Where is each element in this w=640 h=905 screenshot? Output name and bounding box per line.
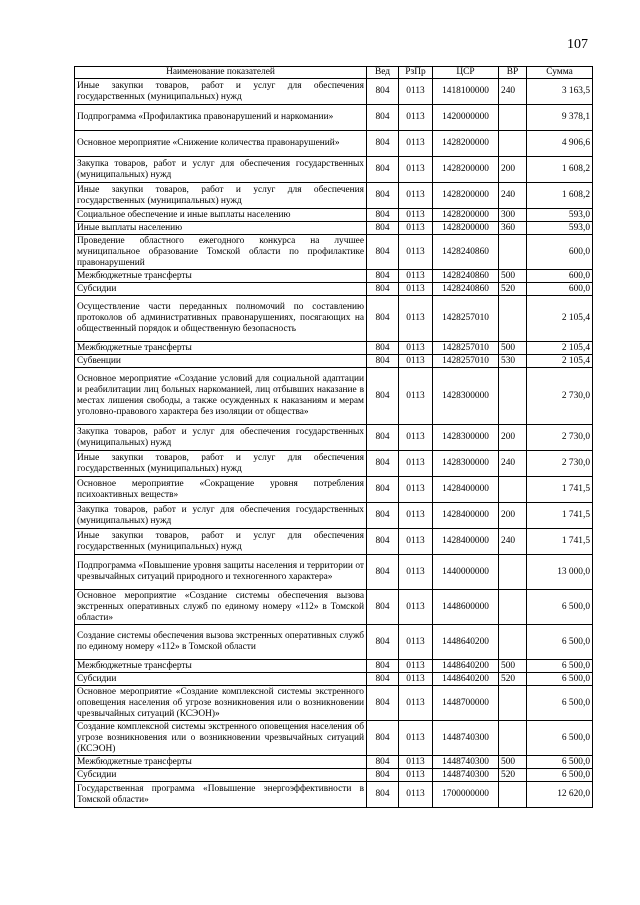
row-name: Межбюджетные трансферты (75, 342, 367, 355)
row-ved: 804 (367, 222, 399, 235)
row-sum: 4 906,6 (527, 131, 593, 157)
row-sum: 12 620,0 (527, 782, 593, 808)
row-vr (499, 296, 527, 342)
header-name: Наименование показателей (75, 67, 367, 79)
row-vr: 500 (499, 756, 527, 769)
row-ved: 804 (367, 451, 399, 477)
table-row (75, 368, 593, 425)
row-rzpr: 0113 (399, 222, 433, 235)
row-name: Подпрограмма «Профилактика правонарушений и наркомании» (75, 105, 367, 131)
row-csr: 1428300000 (433, 451, 499, 477)
row-vr (499, 235, 527, 270)
row-csr: 1428400000 (433, 529, 499, 555)
row-rzpr: 0113 (399, 368, 433, 425)
row-name: Закупка товаров, работ и услуг для обеспечения государственных (муниципальных) нужд (75, 157, 367, 183)
row-name: Основное мероприятие «Создание комплексной системы экстренного оповещения населения об угрозе возникновения или о возникновении чрезвычайных ситуаций (КСЭОН)» (75, 686, 367, 721)
row-vr (499, 625, 527, 660)
row-csr: 1428200000 (433, 222, 499, 235)
row-csr: 1448740300 (433, 769, 499, 782)
row-sum: 3 163,5 (527, 79, 593, 105)
row-sum: 1 608,2 (527, 183, 593, 209)
row-sum: 2 730,0 (527, 368, 593, 425)
row-vr: 360 (499, 222, 527, 235)
row-rzpr: 0113 (399, 131, 433, 157)
row-sum: 1 608,2 (527, 157, 593, 183)
row-name: Субсидии (75, 283, 367, 296)
row-rzpr: 0113 (399, 721, 433, 756)
row-sum: 1 741,5 (527, 529, 593, 555)
table-header-row (75, 67, 593, 79)
row-rzpr: 0113 (399, 451, 433, 477)
row-name: Основное мероприятие «Создание условий для социальной адаптации и реабилитации лиц больных наркоманией, лиц отбывших наказание в местах лишения свободы, а также осужденных к наказаниям и мерам уголовно-правового характера без изоляции от общества» (75, 368, 367, 425)
row-csr: 1428240860 (433, 283, 499, 296)
row-rzpr: 0113 (399, 529, 433, 555)
row-ved: 804 (367, 183, 399, 209)
row-name: Создание комплексной системы экстренного оповещения населения об угрозе возникновения или о возникновении чрезвычайных ситуаций (КСЭОН) (75, 721, 367, 756)
table-row (75, 769, 593, 782)
row-rzpr: 0113 (399, 425, 433, 451)
row-ved: 804 (367, 686, 399, 721)
table-row (75, 673, 593, 686)
row-vr (499, 686, 527, 721)
row-rzpr: 0113 (399, 355, 433, 368)
row-csr: 1428200000 (433, 183, 499, 209)
row-ved: 804 (367, 296, 399, 342)
table-row (75, 503, 593, 529)
row-name: Иные закупки товаров, работ и услуг для обеспечения государственных (муниципальных) нужд (75, 529, 367, 555)
row-csr: 1448640200 (433, 660, 499, 673)
row-sum: 1 741,5 (527, 503, 593, 529)
row-sum: 600,0 (527, 235, 593, 270)
row-ved: 804 (367, 105, 399, 131)
row-ved: 804 (367, 477, 399, 503)
row-sum: 13 000,0 (527, 555, 593, 590)
row-ved: 804 (367, 235, 399, 270)
row-rzpr: 0113 (399, 660, 433, 673)
row-csr: 1700000000 (433, 782, 499, 808)
row-vr: 200 (499, 503, 527, 529)
row-rzpr: 0113 (399, 270, 433, 283)
table-row (75, 157, 593, 183)
table-row (75, 105, 593, 131)
row-vr: 500 (499, 342, 527, 355)
row-vr: 520 (499, 673, 527, 686)
row-name: Проведение областного ежегодного конкурса на лучшее муниципальное образование Томской области по профилактике правонарушений (75, 235, 367, 270)
row-csr: 1428400000 (433, 477, 499, 503)
header-sum: Сумма (527, 67, 593, 79)
row-sum: 2 105,4 (527, 296, 593, 342)
table-row (75, 451, 593, 477)
row-csr: 1440000000 (433, 555, 499, 590)
row-ved: 804 (367, 368, 399, 425)
row-csr: 1428257010 (433, 296, 499, 342)
row-ved: 804 (367, 355, 399, 368)
table-row (75, 660, 593, 673)
table-row (75, 529, 593, 555)
row-name: Иные закупки товаров, работ и услуг для обеспечения государственных (муниципальных) нужд (75, 79, 367, 105)
row-csr: 1428200000 (433, 131, 499, 157)
row-name: Межбюджетные трансферты (75, 270, 367, 283)
row-vr (499, 368, 527, 425)
header-vr: ВР (499, 67, 527, 79)
table-row (75, 625, 593, 660)
row-sum: 6 500,0 (527, 590, 593, 625)
row-csr: 1420000000 (433, 105, 499, 131)
row-rzpr: 0113 (399, 686, 433, 721)
row-rzpr: 0113 (399, 183, 433, 209)
row-vr: 300 (499, 209, 527, 222)
row-ved: 804 (367, 157, 399, 183)
row-ved: 804 (367, 79, 399, 105)
row-rzpr: 0113 (399, 209, 433, 222)
header-csr: ЦСР (433, 67, 499, 79)
row-name: Создание системы обеспечения вызова экстренных оперативных служб по единому номеру «112» в Томской области (75, 625, 367, 660)
row-vr (499, 131, 527, 157)
table-row (75, 296, 593, 342)
table-row (75, 183, 593, 209)
table-row (75, 283, 593, 296)
row-sum: 2 730,0 (527, 451, 593, 477)
row-csr: 1448640200 (433, 625, 499, 660)
row-name: Социальное обеспечение и иные выплаты населению (75, 209, 367, 222)
row-sum: 6 500,0 (527, 769, 593, 782)
row-rzpr: 0113 (399, 79, 433, 105)
row-csr: 1428240860 (433, 235, 499, 270)
table-row (75, 342, 593, 355)
row-sum: 6 500,0 (527, 673, 593, 686)
row-sum: 6 500,0 (527, 756, 593, 769)
row-name: Субсидии (75, 673, 367, 686)
row-rzpr: 0113 (399, 157, 433, 183)
row-sum: 2 105,4 (527, 342, 593, 355)
row-name: Субвенции (75, 355, 367, 368)
row-rzpr: 0113 (399, 756, 433, 769)
table-row (75, 782, 593, 808)
table-row (75, 686, 593, 721)
row-vr: 240 (499, 183, 527, 209)
row-csr: 1428200000 (433, 209, 499, 222)
table-row (75, 590, 593, 625)
row-name: Осуществление части переданных полномочий по составлению протоколов об административных правонарушениях, посягающих на общественный порядок и общественную безопасность (75, 296, 367, 342)
row-rzpr: 0113 (399, 625, 433, 660)
row-ved: 804 (367, 769, 399, 782)
row-sum: 6 500,0 (527, 686, 593, 721)
table-row (75, 270, 593, 283)
row-vr (499, 721, 527, 756)
table-row (75, 131, 593, 157)
row-ved: 804 (367, 283, 399, 296)
row-name: Межбюджетные трансферты (75, 660, 367, 673)
row-ved: 804 (367, 529, 399, 555)
row-vr (499, 782, 527, 808)
row-name: Иные выплаты населению (75, 222, 367, 235)
row-name: Иные закупки товаров, работ и услуг для обеспечения государственных (муниципальных) нужд (75, 451, 367, 477)
row-ved: 804 (367, 342, 399, 355)
budget-table (74, 66, 593, 808)
table-row (75, 355, 593, 368)
row-ved: 804 (367, 555, 399, 590)
row-name: Государственная программа «Повышение энергоэффективности в Томской области» (75, 782, 367, 808)
table-row (75, 209, 593, 222)
row-csr: 1428300000 (433, 425, 499, 451)
page-number: 107 (567, 37, 588, 52)
row-name: Закупка товаров, работ и услуг для обеспечения государственных (муниципальных) нужд (75, 503, 367, 529)
row-sum: 600,0 (527, 283, 593, 296)
row-sum: 593,0 (527, 222, 593, 235)
row-vr: 240 (499, 529, 527, 555)
row-ved: 804 (367, 209, 399, 222)
row-csr: 1428240860 (433, 270, 499, 283)
row-csr: 1428257010 (433, 342, 499, 355)
row-ved: 804 (367, 625, 399, 660)
row-vr: 240 (499, 79, 527, 105)
table-row (75, 756, 593, 769)
row-ved: 804 (367, 756, 399, 769)
table-row (75, 555, 593, 590)
row-csr: 1448640200 (433, 673, 499, 686)
row-csr: 1428300000 (433, 368, 499, 425)
table-row (75, 79, 593, 105)
row-rzpr: 0113 (399, 769, 433, 782)
row-rzpr: 0113 (399, 503, 433, 529)
row-sum: 2 730,0 (527, 425, 593, 451)
row-csr: 1428257010 (433, 355, 499, 368)
row-ved: 804 (367, 131, 399, 157)
row-name: Подпрограмма «Повышение уровня защиты населения и территории от чрезвычайных ситуаций природного и техногенного характера» (75, 555, 367, 590)
row-sum: 6 500,0 (527, 625, 593, 660)
row-name: Основное мероприятие «Создание системы обеспечения вызова экстренных оперативных служб по единому номеру «112» в Томской области» (75, 590, 367, 625)
table-row (75, 721, 593, 756)
table-row (75, 222, 593, 235)
row-csr: 1448700000 (433, 686, 499, 721)
row-rzpr: 0113 (399, 555, 433, 590)
row-vr: 530 (499, 355, 527, 368)
row-ved: 804 (367, 503, 399, 529)
row-name: Субсидии (75, 769, 367, 782)
row-ved: 804 (367, 721, 399, 756)
header-ved: Вед (367, 67, 399, 79)
row-ved: 804 (367, 590, 399, 625)
row-name: Основное мероприятие «Сокращение уровня потребления психоактивных веществ» (75, 477, 367, 503)
row-sum: 1 741,5 (527, 477, 593, 503)
table-row (75, 425, 593, 451)
row-sum: 9 378,1 (527, 105, 593, 131)
row-csr: 1418100000 (433, 79, 499, 105)
row-csr: 1448740300 (433, 756, 499, 769)
row-rzpr: 0113 (399, 782, 433, 808)
row-vr: 200 (499, 425, 527, 451)
table-row (75, 235, 593, 270)
row-ved: 804 (367, 673, 399, 686)
row-sum: 600,0 (527, 270, 593, 283)
row-vr: 240 (499, 451, 527, 477)
row-vr (499, 105, 527, 131)
row-rzpr: 0113 (399, 590, 433, 625)
row-ved: 804 (367, 270, 399, 283)
row-rzpr: 0113 (399, 342, 433, 355)
row-csr: 1448740300 (433, 721, 499, 756)
row-vr: 520 (499, 769, 527, 782)
row-vr (499, 555, 527, 590)
row-vr: 500 (499, 270, 527, 283)
row-name: Межбюджетные трансферты (75, 756, 367, 769)
row-ved: 804 (367, 425, 399, 451)
row-csr: 1428400000 (433, 503, 499, 529)
row-rzpr: 0113 (399, 296, 433, 342)
row-vr: 200 (499, 157, 527, 183)
row-vr (499, 477, 527, 503)
row-rzpr: 0113 (399, 477, 433, 503)
row-ved: 804 (367, 660, 399, 673)
row-sum: 2 105,4 (527, 355, 593, 368)
row-vr: 520 (499, 283, 527, 296)
row-rzpr: 0113 (399, 673, 433, 686)
row-rzpr: 0113 (399, 283, 433, 296)
row-name: Иные закупки товаров, работ и услуг для обеспечения государственных (муниципальных) нужд (75, 183, 367, 209)
row-csr: 1448600000 (433, 590, 499, 625)
row-rzpr: 0113 (399, 235, 433, 270)
row-ved: 804 (367, 782, 399, 808)
row-name: Закупка товаров, работ и услуг для обеспечения государственных (муниципальных) нужд (75, 425, 367, 451)
row-sum: 6 500,0 (527, 721, 593, 756)
row-vr: 500 (499, 660, 527, 673)
row-sum: 593,0 (527, 209, 593, 222)
header-rzpr: РзПр (399, 67, 433, 79)
row-csr: 1428200000 (433, 157, 499, 183)
row-sum: 6 500,0 (527, 660, 593, 673)
table-row (75, 477, 593, 503)
row-rzpr: 0113 (399, 105, 433, 131)
row-vr (499, 590, 527, 625)
row-name: Основное мероприятие «Снижение количества правонарушений» (75, 131, 367, 157)
